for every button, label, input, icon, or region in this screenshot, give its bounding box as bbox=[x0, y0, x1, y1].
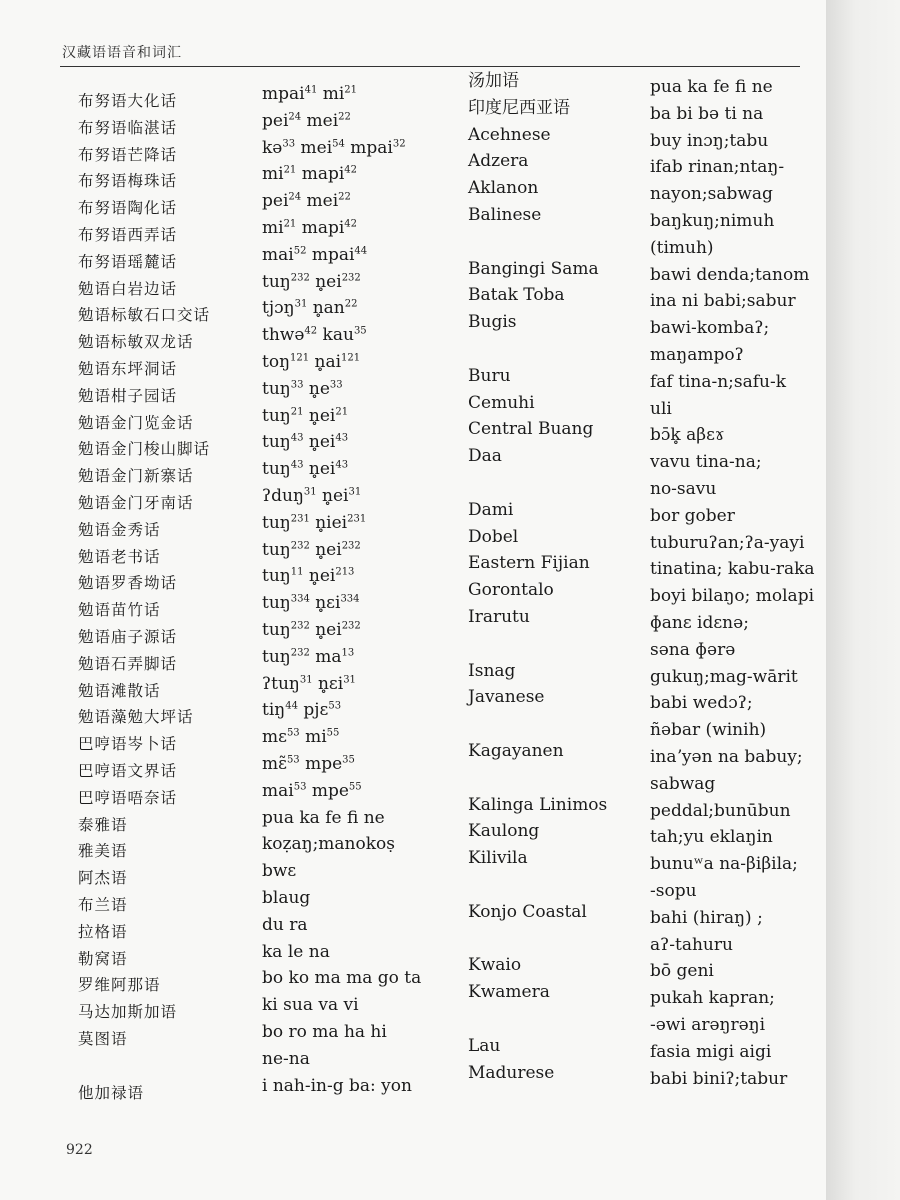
tone-number: 43 bbox=[335, 459, 349, 471]
tone-number: 24 bbox=[288, 191, 302, 203]
syllable: tuŋ bbox=[262, 378, 291, 399]
col3-entry: Gorontalo bbox=[468, 580, 554, 601]
col3-entry: Eastern Fijian bbox=[468, 553, 590, 574]
syllable: mpai bbox=[344, 137, 393, 158]
col3-entry: Bangingi Sama bbox=[468, 258, 599, 279]
syllable: bo ro ma ha hi bbox=[262, 1022, 387, 1042]
syllable: mɛ̃ bbox=[262, 754, 287, 774]
page-number: 922 bbox=[66, 1142, 93, 1158]
col4-entry: tinatina; kabu-raka bbox=[650, 559, 815, 580]
tone-number: 53 bbox=[286, 754, 300, 766]
col2-entry bbox=[262, 271, 361, 293]
syllable: tuŋ bbox=[262, 405, 291, 426]
col1-entry: 勉语藻勉大坪话 bbox=[78, 708, 194, 727]
tone-number: 11 bbox=[290, 566, 304, 578]
col1-entry: 阿杰语 bbox=[78, 869, 128, 888]
col4-entry: inaʼyən na babuy; bbox=[650, 747, 803, 767]
tone-number: 43 bbox=[290, 432, 304, 444]
col1-entry: 布努语芒降话 bbox=[78, 145, 178, 164]
col3-entry: Kalinga Linimos bbox=[468, 794, 608, 815]
col1-entry: 勒窝语 bbox=[78, 949, 128, 968]
tone-number: 334 bbox=[290, 593, 310, 605]
syllable: tuŋ bbox=[262, 459, 291, 480]
col1-entry: 布努语陶化话 bbox=[78, 199, 178, 218]
col4-entry: boyi bilaŋo; molapi bbox=[650, 586, 815, 607]
syllable: tuŋ bbox=[262, 566, 291, 587]
col2-entry bbox=[262, 190, 351, 212]
col4-entry: babi biniʔ;tabur bbox=[650, 1068, 788, 1089]
col2-entry bbox=[262, 994, 359, 1016]
tone-number: 22 bbox=[338, 191, 351, 203]
col1-entry: 他加禄语 bbox=[78, 1083, 145, 1102]
col3-entry: Central Buang bbox=[468, 419, 594, 440]
col1-entry: 勉语标敏双龙话 bbox=[78, 333, 194, 352]
tone-number: 54 bbox=[332, 137, 345, 149]
syllable: pua ka fe fi ne bbox=[262, 807, 385, 828]
syllable: n̥ɛi bbox=[312, 673, 344, 694]
col4-entry: buy inɔŋ;tabu bbox=[650, 130, 769, 151]
col2-entry bbox=[262, 726, 339, 748]
col4-entry: ina ni babi;sabur bbox=[650, 291, 796, 312]
syllable: mei bbox=[301, 191, 339, 212]
col1-entry: 勉语罗香坳话 bbox=[78, 574, 178, 593]
syllable: tuŋ bbox=[262, 432, 291, 453]
col2-entry bbox=[262, 485, 361, 507]
syllable: kau bbox=[317, 325, 354, 346]
col2-entry bbox=[262, 458, 348, 480]
col3-entry: Aklanon bbox=[468, 178, 539, 199]
syllable: mai bbox=[262, 244, 294, 265]
col2-entry bbox=[262, 646, 354, 668]
syllable: n̥ei bbox=[303, 432, 336, 453]
tone-number: 22 bbox=[338, 111, 351, 123]
tone-number: 31 bbox=[299, 673, 313, 685]
col4-entry: bawi denda;tanom bbox=[650, 264, 810, 285]
col1-entry: 布努语瑶麓话 bbox=[78, 252, 178, 271]
syllable: du ra bbox=[262, 914, 308, 935]
col2-entry bbox=[262, 967, 421, 989]
col3-entry: Daa bbox=[468, 446, 502, 467]
col1-entry: 布努语临湛话 bbox=[78, 118, 178, 137]
col1-entry: 泰雅语 bbox=[78, 815, 128, 834]
syllable: bo ko ma ma go ta bbox=[262, 968, 422, 989]
col2-entry bbox=[262, 887, 310, 909]
tone-number: 53 bbox=[286, 727, 300, 739]
col4-entry: bɔ̄k̥ aβɛɤ bbox=[650, 425, 725, 446]
syllable: n̥ei bbox=[303, 459, 336, 480]
syllable: tiŋ bbox=[262, 700, 286, 721]
col2-entry bbox=[262, 405, 348, 427]
tone-number: 43 bbox=[290, 459, 304, 471]
col2-entry bbox=[262, 673, 356, 695]
syllable: n̥ei bbox=[303, 566, 336, 587]
syllable: mapi bbox=[296, 218, 345, 238]
col1-entry: 勉语金秀话 bbox=[78, 520, 161, 539]
col3-entry: Lau bbox=[468, 1035, 501, 1056]
col4-entry: bor gober bbox=[650, 505, 735, 526]
tone-number: 53 bbox=[328, 700, 342, 712]
syllable: mi bbox=[262, 164, 284, 185]
col3-entry: Dami bbox=[468, 499, 514, 520]
syllable: ki sua va vi bbox=[262, 995, 359, 1016]
col2-entry bbox=[262, 217, 357, 239]
col1-entry: 勉语金门梭山脚话 bbox=[78, 440, 211, 459]
col4-entry: tah;yu eklaŋin bbox=[650, 827, 773, 848]
syllable: ka le na bbox=[262, 941, 330, 962]
col2-entry bbox=[262, 431, 348, 453]
col2-entry bbox=[262, 137, 406, 159]
col1-entry: 勉语金门览金话 bbox=[78, 413, 194, 432]
syllable: ma bbox=[309, 646, 342, 667]
col2-entry bbox=[262, 914, 308, 936]
tone-number: 43 bbox=[335, 432, 349, 444]
col2-entry bbox=[262, 83, 357, 105]
col4-entry: fasia migi aigi bbox=[650, 1041, 772, 1062]
col4-entry: ñəbar (winih) bbox=[650, 720, 767, 741]
running-head: 汉藏语语音和词汇 bbox=[62, 45, 182, 61]
col4-entry: ifab rinan;ntaŋ- bbox=[650, 157, 785, 178]
syllable: mi bbox=[262, 218, 284, 238]
tone-number: 55 bbox=[326, 727, 340, 739]
syllable: toŋ bbox=[262, 352, 291, 372]
tone-number: 53 bbox=[293, 781, 307, 793]
col3-entry: Kwamera bbox=[468, 982, 550, 1003]
col2-entry bbox=[262, 378, 343, 400]
tone-number: 24 bbox=[288, 111, 302, 123]
col4-entry: aʔ-tahuru bbox=[650, 934, 733, 955]
col2-entry bbox=[262, 807, 385, 829]
syllable: ne-na bbox=[262, 1048, 310, 1069]
col2-entry bbox=[262, 860, 296, 882]
col4-entry: bahi (hiraŋ) ; bbox=[650, 907, 763, 928]
syllable: tuŋ bbox=[262, 539, 291, 560]
col1-entry: 巴哼语文界话 bbox=[78, 762, 178, 780]
col1-entry: 布兰语 bbox=[78, 896, 128, 914]
syllable: mpe bbox=[306, 780, 349, 801]
col3-entry: 汤加语 bbox=[468, 71, 519, 91]
col3-entry: Cemuhi bbox=[468, 392, 535, 413]
syllable: mpai bbox=[262, 84, 305, 104]
col3-entry: 印度尼西亚语 bbox=[468, 97, 570, 118]
col1-entry: 勉语老书话 bbox=[78, 547, 161, 566]
col4-entry: bō geni bbox=[650, 961, 714, 982]
col2-entry bbox=[262, 592, 360, 614]
tone-number: 121 bbox=[290, 352, 310, 364]
col4-entry: faf tina-n;safu-k bbox=[650, 371, 787, 392]
col4-entry: babi wedɔʔ; bbox=[650, 693, 753, 714]
col4-entry: peddal;bunūbun bbox=[650, 800, 791, 821]
tone-number: 52 bbox=[293, 245, 307, 257]
col3-entry: Konjo Coastal bbox=[468, 901, 587, 922]
tone-number: 55 bbox=[348, 781, 362, 793]
col3-entry: Isnag bbox=[468, 660, 516, 681]
dialect-form-column bbox=[262, 0, 472, 1140]
col1-entry: 勉语石弄脚话 bbox=[78, 654, 178, 673]
syllable: n̥ei bbox=[309, 539, 342, 560]
col4-entry: ɸanɛ idɛnə; bbox=[650, 613, 749, 633]
col4-entry: vavu tina-na; bbox=[650, 452, 762, 473]
col2-entry bbox=[262, 351, 360, 373]
col1-entry: 勉语苗竹话 bbox=[78, 601, 161, 620]
col2-entry bbox=[262, 1075, 412, 1097]
col1-entry: 拉格语 bbox=[78, 922, 128, 941]
tone-number: 21 bbox=[283, 164, 297, 176]
tone-number: 21 bbox=[344, 84, 358, 96]
tone-number: 42 bbox=[344, 218, 358, 230]
syllable: tuŋ bbox=[262, 620, 291, 640]
col4-entry: (timuh) bbox=[650, 237, 714, 258]
col3-entry: Adzera bbox=[468, 151, 529, 172]
syllable: n̥ai bbox=[309, 352, 342, 372]
syllable: n̥an bbox=[307, 298, 345, 319]
tone-number: 31 bbox=[303, 486, 317, 498]
tone-number: 22 bbox=[344, 298, 358, 310]
col3-entry: Batak Toba bbox=[468, 285, 565, 306]
tone-number: 42 bbox=[304, 325, 318, 337]
col3-entry: Acehnese bbox=[468, 124, 551, 145]
tone-number: 213 bbox=[335, 566, 355, 578]
col2-entry bbox=[262, 110, 351, 132]
syllable: pei bbox=[262, 110, 289, 131]
syllable: tuŋ bbox=[262, 646, 291, 667]
syllable: n̥iei bbox=[309, 512, 348, 533]
col4-entry: pua ka fe fi ne bbox=[650, 77, 773, 97]
syllable: pei bbox=[262, 191, 289, 212]
syllable: pjɛ bbox=[297, 700, 329, 721]
col4-entry: baŋkuŋ;nimuh bbox=[650, 211, 775, 231]
col1-entry: 勉语金门新寨话 bbox=[78, 467, 194, 486]
syllable: mi bbox=[299, 727, 327, 748]
syllable: mei bbox=[301, 110, 339, 131]
col2-entry bbox=[262, 539, 361, 561]
tone-number: 232 bbox=[290, 647, 310, 659]
col1-entry: 雅美语 bbox=[78, 842, 128, 861]
tone-number: 232 bbox=[341, 620, 361, 632]
col4-entry: səna ɸərə bbox=[650, 639, 736, 660]
tone-number: 33 bbox=[329, 379, 343, 391]
col3-entry: Kwaio bbox=[468, 955, 522, 976]
tone-number: 232 bbox=[290, 620, 310, 632]
syllable: mi bbox=[317, 84, 345, 104]
tone-number: 334 bbox=[340, 593, 360, 605]
syllable: blaug bbox=[262, 888, 311, 908]
col4-entry: sabwag bbox=[650, 773, 716, 794]
syllable: n̥ei bbox=[309, 620, 342, 640]
col4-entry: uli bbox=[650, 398, 672, 419]
tone-number: 31 bbox=[294, 298, 308, 310]
syllable: n̥ei bbox=[309, 271, 342, 292]
tone-number: 42 bbox=[344, 164, 358, 176]
tone-number: 33 bbox=[282, 137, 296, 149]
tone-number: 232 bbox=[341, 271, 361, 283]
col2-entry bbox=[262, 619, 361, 641]
tone-number: 21 bbox=[283, 218, 297, 230]
col2-entry bbox=[262, 833, 395, 855]
col2-entry bbox=[262, 512, 366, 534]
col3-entry: Kilivila bbox=[468, 848, 528, 869]
syllable: n̥e bbox=[303, 378, 330, 399]
syllable: tuŋ bbox=[262, 512, 291, 533]
col4-entry: ba bi bə ti na bbox=[650, 103, 764, 124]
col4-entry: maŋampoʔ bbox=[650, 345, 744, 365]
syllable: kə bbox=[262, 137, 283, 158]
syllable: bwɛ bbox=[262, 861, 297, 882]
col1-entry: 罗维阿那语 bbox=[78, 976, 161, 995]
col4-entry: no-savu bbox=[650, 479, 717, 499]
col2-entry bbox=[262, 163, 357, 185]
syllable: ʔduŋ bbox=[262, 486, 304, 506]
col3-entry: Javanese bbox=[468, 687, 545, 708]
col3-entry: Dobel bbox=[468, 526, 519, 547]
col4-entry: nayon;sabwag bbox=[650, 184, 773, 205]
col1-entry: 布努语梅珠话 bbox=[78, 172, 178, 191]
col4-entry: pukah kapran; bbox=[650, 988, 775, 1009]
col3-entry: Kagayanen bbox=[468, 741, 564, 761]
tone-number: 232 bbox=[341, 539, 361, 551]
syllable: tuŋ bbox=[262, 593, 291, 614]
col3-entry: Kaulong bbox=[468, 821, 540, 842]
syllable: thwə bbox=[262, 325, 305, 346]
tone-number: 13 bbox=[341, 647, 355, 659]
tone-number: 41 bbox=[304, 84, 318, 96]
syllable: tuŋ bbox=[262, 271, 291, 292]
col1-entry: 巴哼语岑卜话 bbox=[78, 735, 178, 754]
syllable: mɛ bbox=[262, 727, 287, 748]
col1-entry: 巴哼语唔奈话 bbox=[78, 788, 178, 807]
col2-entry bbox=[262, 753, 355, 775]
syllable: i nah-in-g ba: yon bbox=[262, 1075, 412, 1096]
syllable: mapi bbox=[296, 164, 345, 185]
syllable: n̥ei bbox=[316, 486, 349, 506]
col4-entry: tuburuʔan;ʔa-yayi bbox=[650, 532, 805, 553]
syllable: mai bbox=[262, 780, 294, 801]
col1-entry: 莫图语 bbox=[78, 1030, 128, 1048]
col1-entry: 布努语大化话 bbox=[78, 92, 178, 110]
col2-entry bbox=[262, 297, 357, 319]
col2-entry bbox=[262, 941, 330, 963]
col4-entry: -sopu bbox=[650, 881, 697, 901]
col1-entry: 勉语东坪洞话 bbox=[78, 360, 178, 378]
col1-entry: 布努语西弄话 bbox=[78, 226, 178, 244]
tone-number: 21 bbox=[335, 405, 349, 417]
col1-entry: 勉语庙子源话 bbox=[78, 628, 178, 646]
tone-number: 35 bbox=[342, 754, 355, 766]
col1-entry: 勉语白岩边话 bbox=[78, 279, 178, 298]
tone-number: 44 bbox=[354, 245, 368, 257]
col3-entry: Irarutu bbox=[468, 607, 530, 627]
col2-entry bbox=[262, 699, 341, 721]
col2-entry bbox=[262, 244, 367, 266]
tone-number: 21 bbox=[290, 405, 304, 417]
col3-entry: Bugis bbox=[468, 312, 517, 333]
tone-number: 121 bbox=[341, 352, 361, 364]
tone-number: 231 bbox=[347, 513, 367, 525]
syllable: mei bbox=[295, 137, 333, 158]
syllable: mpai bbox=[306, 244, 355, 265]
col2-entry bbox=[262, 1048, 310, 1070]
col4-entry: gukuŋ;mag-wārit bbox=[650, 666, 798, 687]
syllable: n̥ɛi bbox=[309, 593, 341, 614]
language-name-column bbox=[468, 0, 678, 1140]
col4-entry: -əwi arəŋrəŋi bbox=[650, 1015, 766, 1035]
tone-number: 232 bbox=[290, 271, 310, 283]
col3-entry: Madurese bbox=[468, 1062, 555, 1083]
col2-entry bbox=[262, 780, 362, 802]
col1-entry: 勉语柑子园话 bbox=[78, 386, 178, 405]
tone-number: 31 bbox=[348, 486, 362, 498]
tone-number: 232 bbox=[290, 539, 310, 551]
col4-entry: bunuʷa na-βiβila; bbox=[650, 854, 798, 875]
tone-number: 31 bbox=[343, 673, 356, 685]
col4-entry: bawi-kombaʔ; bbox=[650, 318, 770, 339]
language-form-column bbox=[650, 0, 826, 1140]
col2-entry bbox=[262, 324, 367, 346]
col1-entry: 勉语滩散话 bbox=[78, 681, 161, 700]
col2-entry bbox=[262, 565, 354, 587]
col1-entry: 勉语标敏石口交话 bbox=[78, 306, 211, 325]
col3-entry: Buru bbox=[468, 365, 511, 386]
col2-entry bbox=[262, 1021, 387, 1043]
syllable: tjɔŋ bbox=[262, 298, 295, 319]
tone-number: 231 bbox=[290, 513, 310, 525]
tone-number: 44 bbox=[285, 700, 298, 712]
tone-number: 33 bbox=[290, 379, 304, 391]
syllable: ʔtuŋ bbox=[262, 673, 300, 694]
col1-entry: 勉语金门牙南话 bbox=[78, 494, 194, 512]
tone-number: 35 bbox=[353, 325, 367, 337]
syllable: mpe bbox=[299, 754, 343, 774]
syllable: n̥ei bbox=[303, 405, 336, 426]
syllable: koẓaŋ;manokoṣ bbox=[262, 834, 396, 855]
col3-entry: Balinese bbox=[468, 205, 542, 225]
page-edge bbox=[826, 0, 900, 1200]
tone-number: 32 bbox=[392, 137, 406, 149]
col1-entry: 马达加斯加语 bbox=[78, 1003, 178, 1022]
